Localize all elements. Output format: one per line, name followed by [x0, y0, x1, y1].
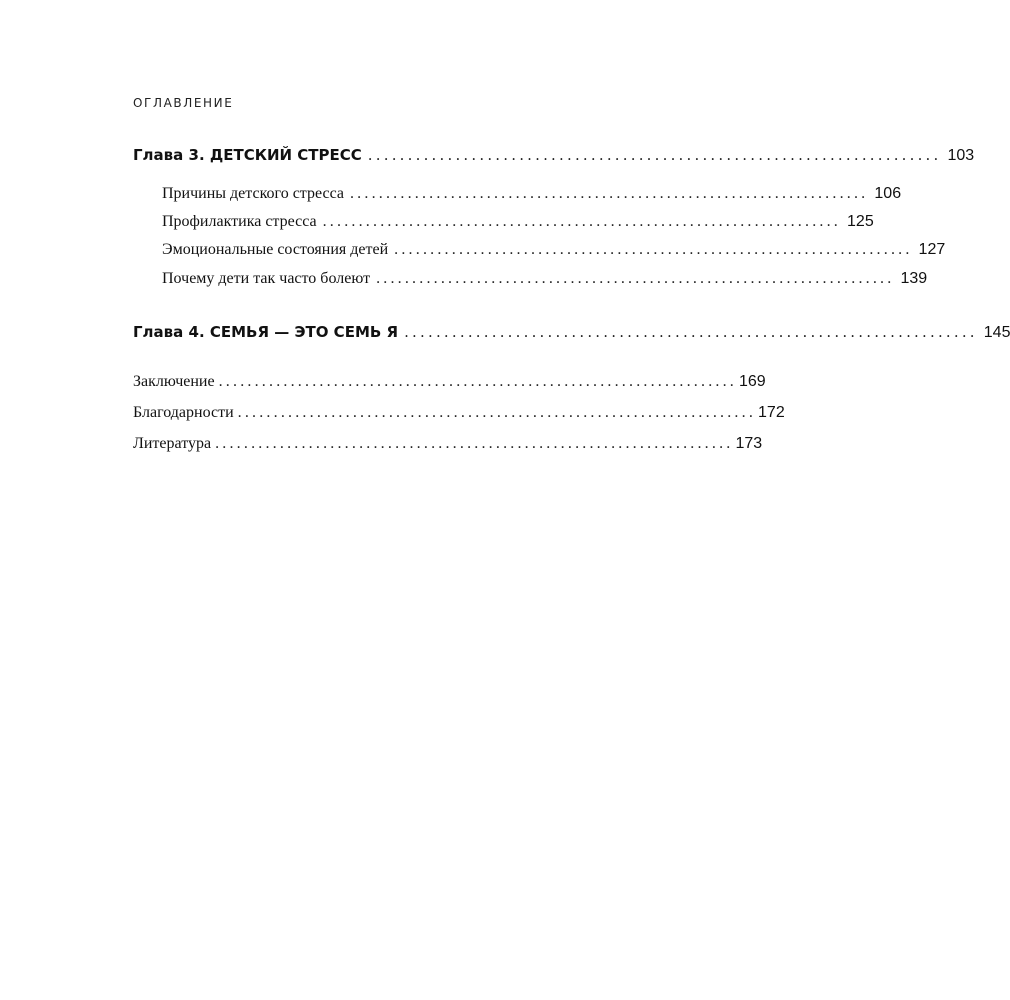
toc-entry-title: Благодарности	[133, 404, 234, 421]
leader-dots: ........................................................................	[349, 185, 869, 202]
toc-entry-title: Глава 3. ДЕТСКИЙ СТРЕСС	[133, 146, 362, 164]
toc-entry-page: 106	[874, 185, 902, 202]
leader-dots: ........................................................................	[367, 146, 942, 164]
toc-entry-page: 125	[847, 213, 874, 230]
running-head: ОГЛАВЛЕНИЕ	[133, 96, 234, 110]
toc-chapter-4[interactable]	[133, 323, 1010, 345]
toc-section[interactable]	[162, 241, 946, 263]
leader-dots: ........................................................................	[237, 404, 757, 421]
toc-back-matter[interactable]	[133, 404, 785, 426]
leader-dots: ........................................................................	[215, 435, 734, 452]
leader-dots: ........................................................................	[322, 213, 842, 230]
leader-dots: ........................................................................	[376, 270, 895, 287]
toc-entry-page: 139	[900, 270, 928, 287]
toc-entry-page: 103	[947, 147, 975, 164]
toc-section[interactable]	[162, 213, 874, 235]
toc-entry-title: Глава 4. СЕМЬЯ — ЭТО СЕМЬ Я	[133, 323, 399, 341]
toc-entry-title: Эмоциональные состояния детей	[162, 241, 389, 258]
toc-entry-page: 169	[739, 373, 766, 390]
toc-entry-title: Литература	[133, 435, 212, 452]
leader-dots: ........................................................................	[404, 323, 978, 341]
toc-entry-page: 172	[758, 404, 785, 421]
toc-section[interactable]	[162, 185, 902, 207]
toc-back-matter[interactable]	[133, 435, 763, 457]
toc-back-matter[interactable]	[133, 373, 766, 395]
toc-entry-page: 127	[918, 241, 946, 258]
toc-entry-title: Причины детского стресса	[162, 185, 344, 202]
leader-dots: ........................................................................	[218, 373, 737, 390]
toc-entry-title: Почему дети так часто болеют	[162, 270, 371, 287]
toc-entry-page: 145	[983, 324, 1010, 341]
toc-entry-page: 173	[735, 435, 763, 452]
toc-chapter-3[interactable]	[133, 146, 975, 168]
toc-section[interactable]	[162, 270, 928, 292]
toc-entry-title: Заключение	[133, 373, 215, 390]
leader-dots: ........................................................................	[394, 241, 913, 258]
toc-entry-title: Профилактика стресса	[162, 213, 317, 230]
